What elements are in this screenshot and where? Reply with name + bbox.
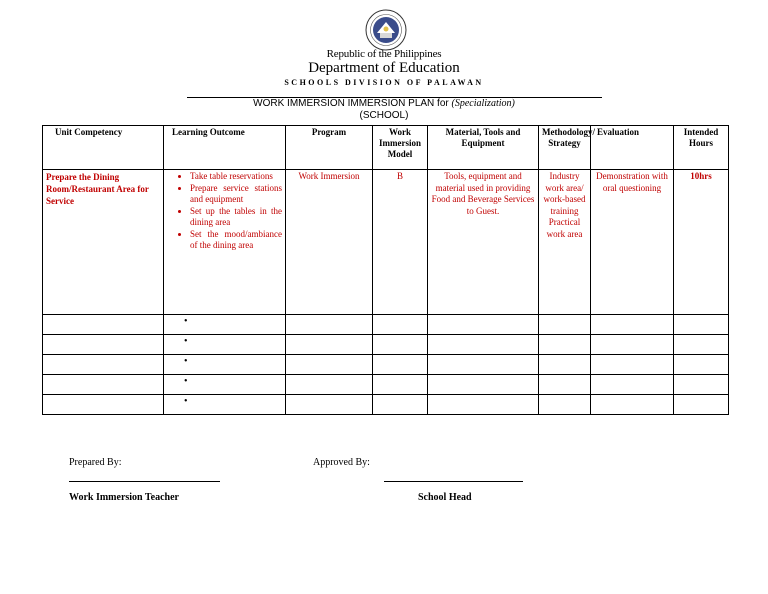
materials-cell: Tools, equipment and material used in providing Food and Beverage Services to Guest.	[428, 170, 539, 315]
teacher-title: Work Immersion Teacher	[69, 492, 179, 503]
table-header-row	[43, 126, 729, 170]
table-cell	[539, 355, 591, 375]
table-cell	[428, 395, 539, 415]
table-cell	[539, 375, 591, 395]
table-cell	[591, 395, 674, 415]
table-cell	[428, 355, 539, 375]
table-cell	[674, 315, 729, 335]
bullet-cell: •	[164, 315, 286, 335]
table-cell	[286, 395, 373, 415]
table-cell	[286, 375, 373, 395]
col-program: Program	[286, 126, 373, 170]
table-cell	[428, 375, 539, 395]
table-row	[43, 395, 729, 415]
col-learning-outcome: Learning Outcome	[164, 126, 286, 170]
table-row	[43, 375, 729, 395]
col-methodology: Methodology/ Strategy	[539, 126, 591, 170]
table-cell	[674, 375, 729, 395]
table-cell	[373, 315, 428, 335]
table-cell	[43, 375, 164, 395]
deped-seal-icon	[365, 9, 407, 51]
table-cell	[373, 375, 428, 395]
table-cell	[591, 375, 674, 395]
table-cell	[591, 335, 674, 355]
model-cell: B	[373, 170, 428, 315]
head-title: School Head	[418, 492, 472, 503]
plan-title-text: WORK IMMERSION IMMERSION PLAN for	[253, 98, 449, 109]
prepared-by-label: Prepared By:	[69, 457, 122, 468]
table-row	[43, 355, 729, 375]
outcome-item: • Take table reservations	[190, 171, 282, 183]
col-intended-hours: Intended Hours	[674, 126, 729, 170]
learning-outcome-cell	[164, 170, 286, 315]
division-label: SCHOOLS DIVISION OF PALAWAN	[284, 78, 484, 87]
program-cell: Work Immersion	[286, 170, 373, 315]
col-unit-competency: Unit Competency	[43, 126, 164, 170]
col-materials: Material, Tools and Equipment	[428, 126, 539, 170]
bullet-cell: •	[164, 335, 286, 355]
outcome-item: • Prepare service stations and equipment	[190, 183, 282, 206]
table-cell	[43, 355, 164, 375]
table-cell	[373, 335, 428, 355]
republic-label: Republic of the Philippines	[326, 48, 442, 60]
outcome-item: • Set the mood/ambiance of the dining area	[190, 229, 282, 252]
unit-competency-cell: Prepare the Dining Room/Restaurant Area for Service	[43, 170, 164, 315]
teacher-signature-line	[69, 481, 220, 482]
table-row	[43, 315, 729, 335]
table-cell	[674, 335, 729, 355]
table-cell	[43, 335, 164, 355]
hours-cell: 10hrs	[674, 170, 729, 315]
bullet-cell: •	[164, 355, 286, 375]
table-cell	[286, 355, 373, 375]
table-cell	[591, 315, 674, 335]
table-cell	[43, 315, 164, 335]
table-cell	[286, 315, 373, 335]
table-cell	[43, 395, 164, 415]
methodology-cell: Industry work area/ work-based training Practical work area	[539, 170, 591, 315]
table-row	[43, 335, 729, 355]
head-signature-line	[384, 481, 523, 482]
specialization-label: (Specialization)	[451, 98, 515, 109]
plan-title	[0, 98, 768, 109]
outcome-list	[167, 171, 282, 252]
table-cell	[286, 335, 373, 355]
immersion-plan-table	[42, 125, 729, 415]
table-cell	[373, 395, 428, 415]
col-work-immersion-model: Work Immersion Model	[373, 126, 428, 170]
table-cell	[674, 355, 729, 375]
outcome-item: • Set up the tables in the dining area	[190, 206, 282, 229]
bullet-cell: •	[164, 375, 286, 395]
col-evaluation: Evaluation	[591, 126, 674, 170]
table-cell	[428, 335, 539, 355]
bullet-cell: •	[164, 395, 286, 415]
table-cell	[373, 355, 428, 375]
table-cell	[539, 335, 591, 355]
evaluation-cell: Demonstration with oral questioning	[591, 170, 674, 315]
table-cell	[428, 315, 539, 335]
table-cell	[539, 315, 591, 335]
school-label: (SCHOOL)	[359, 110, 409, 121]
table-cell	[539, 395, 591, 415]
table-cell	[674, 395, 729, 415]
table-row	[43, 170, 729, 315]
approved-by-label: Approved By:	[313, 457, 370, 468]
table-cell	[591, 355, 674, 375]
department-title: Department of Education	[308, 60, 460, 76]
